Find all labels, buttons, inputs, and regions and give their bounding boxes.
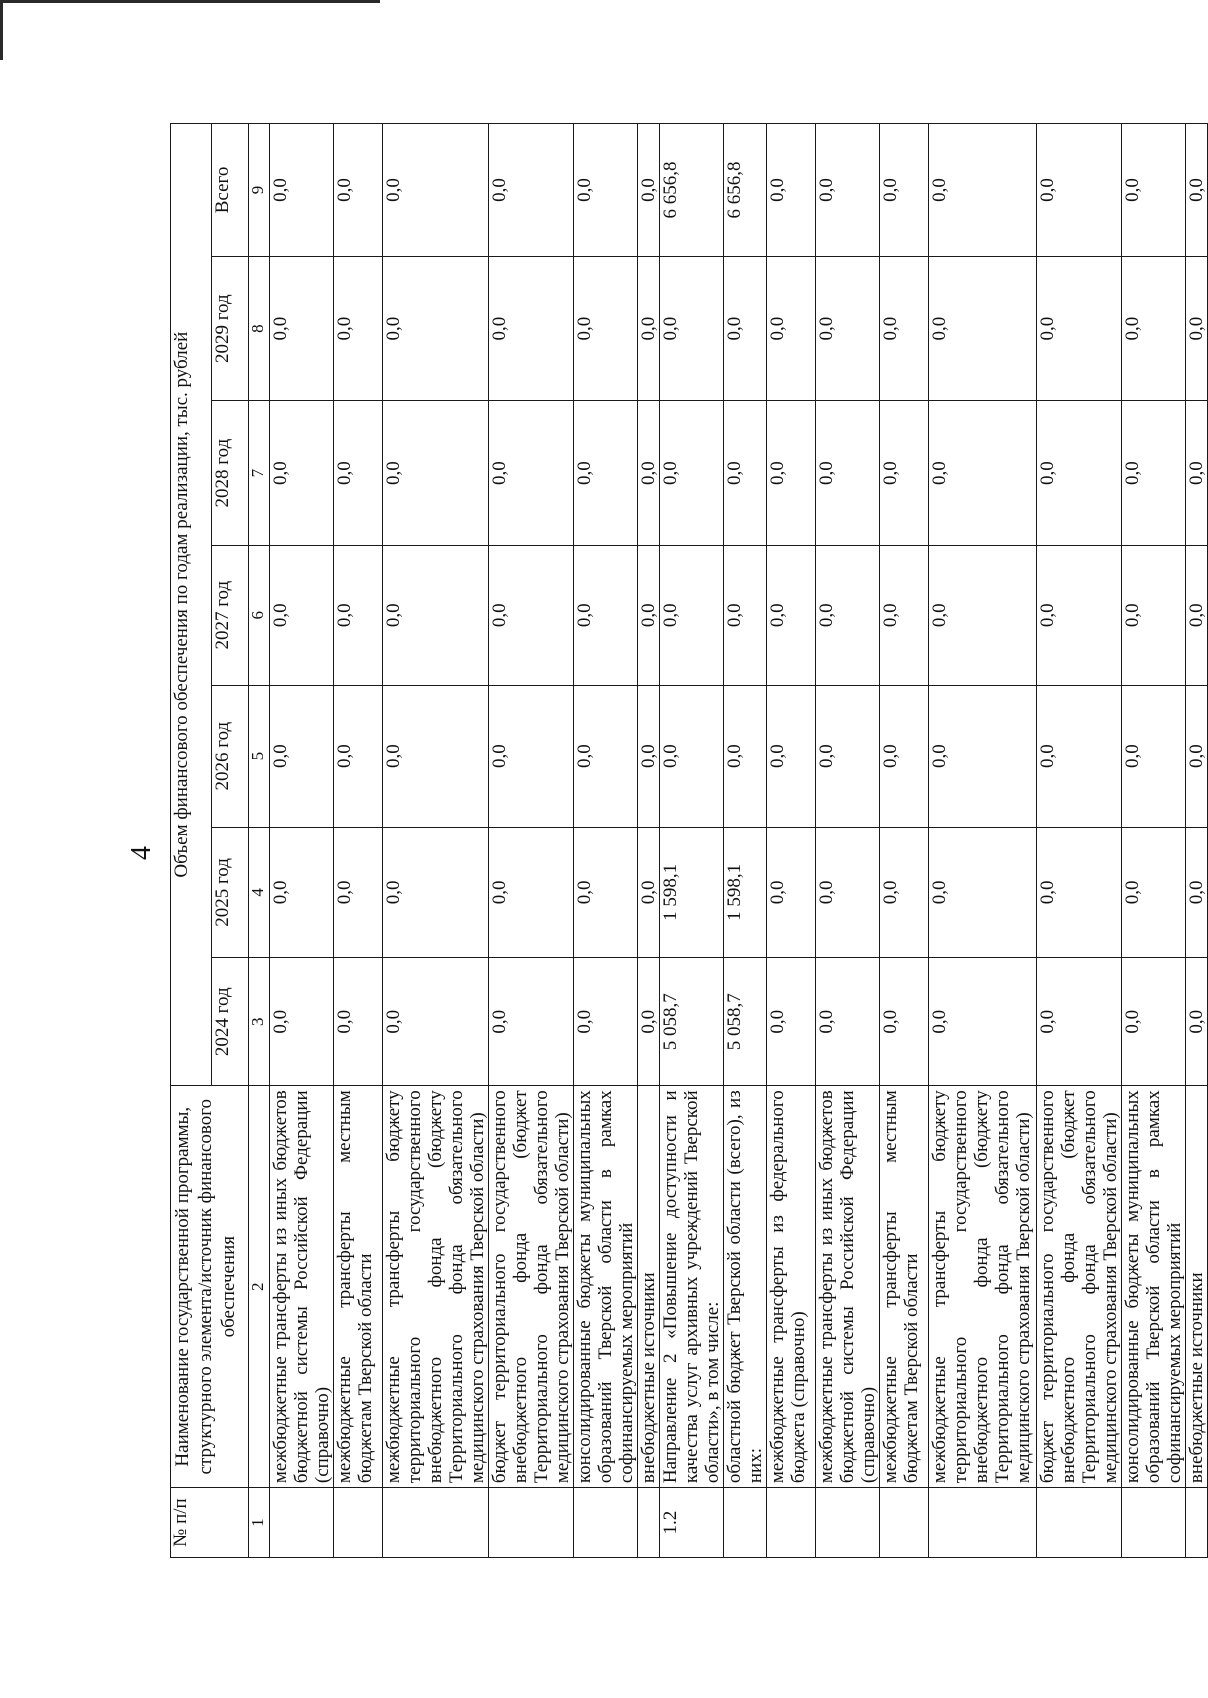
table-row (724, 124, 767, 1558)
row-year-value: 0,0 (880, 256, 929, 400)
column-number: 3 (249, 958, 270, 1086)
table-row (660, 124, 724, 1558)
header-num-col: № п/п (171, 1488, 249, 1558)
row-year-value: 1 598,1 (724, 827, 767, 957)
table-row (880, 124, 929, 1558)
row-total-value: 0,0 (816, 124, 880, 257)
row-year-value: 0,0 (767, 685, 816, 827)
column-number: 8 (249, 256, 270, 400)
row-year-value: 0,0 (816, 401, 880, 545)
row-name: бюджет территориального государственного внебюджетного фонда (бюджет Территориального фонда обязательного медицинского страхования Тверской области) (1037, 1086, 1122, 1488)
row-year-value: 0,0 (1037, 685, 1122, 827)
row-name: внебюджетные источники (1186, 1086, 1208, 1488)
row-total-value: 0,0 (383, 124, 489, 257)
row-year-value: 0,0 (574, 256, 638, 400)
row-total-value: 0,0 (1122, 124, 1186, 257)
row-total-value: 0,0 (489, 124, 574, 257)
row-year-value: 0,0 (383, 685, 489, 827)
page-number: 4 (126, 846, 157, 860)
table-row (1037, 124, 1122, 1558)
column-number-row (249, 124, 270, 1558)
table-row (638, 124, 660, 1558)
row-year-value: 0,0 (334, 545, 383, 685)
row-name: межбюджетные трансферты местным бюджетам Тверской области (334, 1086, 383, 1488)
row-year-value: 0,0 (724, 401, 767, 545)
row-year-value: 0,0 (1122, 958, 1186, 1086)
row-year-value: 0,0 (1122, 545, 1186, 685)
row-year-value: 0,0 (383, 256, 489, 400)
row-year-value: 0,0 (270, 256, 334, 400)
row-year-value: 0,0 (383, 958, 489, 1086)
header-year: 2029 год (212, 256, 249, 400)
row-year-value: 0,0 (660, 545, 724, 685)
row-year-value: 0,0 (767, 256, 816, 400)
row-name: межбюджетные трансферты из федерального бюджета (справочно) (767, 1086, 816, 1488)
row-total-value: 0,0 (1037, 124, 1122, 257)
row-year-value: 0,0 (270, 685, 334, 827)
row-year-value: 0,0 (929, 685, 1037, 827)
row-year-value: 0,0 (334, 827, 383, 957)
row-total-value: 0,0 (1186, 124, 1208, 257)
row-year-value: 0,0 (767, 827, 816, 957)
row-total-value: 6 656,8 (724, 124, 767, 257)
table-row (334, 124, 383, 1558)
row-year-value: 0,0 (638, 256, 660, 400)
header-row-top (171, 124, 212, 1558)
rotated-table-container (170, 123, 1207, 1558)
row-year-value: 0,0 (880, 958, 929, 1086)
row-year-value: 0,0 (1122, 827, 1186, 957)
column-number: 2 (249, 1086, 270, 1488)
row-year-value: 0,0 (1122, 401, 1186, 545)
row-year-value: 0,0 (1186, 958, 1208, 1086)
row-name: межбюджетные трансферты бюджету территориального государственного внебюджетного фонда (бюджету Территориального фонда обязательного медицинского страхования Тверской области) (929, 1086, 1037, 1488)
row-year-value: 0,0 (334, 685, 383, 827)
row-number (574, 1488, 638, 1558)
row-year-value: 0,0 (929, 256, 1037, 400)
row-year-value: 5 058,7 (724, 958, 767, 1086)
row-year-value: 0,0 (638, 685, 660, 827)
scan-edge-left (0, 0, 3, 60)
row-year-value: 0,0 (660, 401, 724, 545)
row-year-value: 0,0 (724, 685, 767, 827)
header-year: 2025 год (212, 827, 249, 957)
header-total: Всего (212, 124, 249, 257)
table-row (383, 124, 489, 1558)
row-year-value: 0,0 (816, 958, 880, 1086)
row-year-value: 0,0 (1037, 545, 1122, 685)
row-year-value: 0,0 (767, 958, 816, 1086)
row-year-value: 0,0 (638, 401, 660, 545)
row-name: консолидированные бюджеты муниципальных образований Тверской области в рамках софинансируемых мероприятий (574, 1086, 638, 1488)
row-year-value: 0,0 (489, 958, 574, 1086)
row-year-value: 0,0 (660, 256, 724, 400)
row-year-value: 0,0 (767, 545, 816, 685)
column-number: 1 (249, 1488, 270, 1558)
row-year-value: 0,0 (816, 545, 880, 685)
row-name: межбюджетные трансферты из иных бюджетов бюджетной системы Российской Федерации (справочно) (816, 1086, 880, 1488)
row-year-value: 0,0 (383, 827, 489, 957)
row-year-value: 0,0 (270, 545, 334, 685)
row-year-value: 0,0 (574, 545, 638, 685)
row-year-value: 0,0 (270, 401, 334, 545)
header-year: 2026 год (212, 685, 249, 827)
row-number (489, 1488, 574, 1558)
row-year-value: 0,0 (638, 545, 660, 685)
row-year-value: 0,0 (816, 827, 880, 957)
row-year-value: 0,0 (574, 958, 638, 1086)
row-number (1037, 1488, 1122, 1558)
table-row (1122, 124, 1186, 1558)
row-name: межбюджетные трансферты местным бюджетам Тверской области (880, 1086, 929, 1488)
row-name: межбюджетные трансферты из иных бюджетов бюджетной системы Российской Федерации (справочно) (270, 1086, 334, 1488)
row-name: внебюджетные источники (638, 1086, 660, 1488)
row-year-value: 0,0 (489, 256, 574, 400)
row-year-value: 0,0 (574, 827, 638, 957)
row-year-value: 0,0 (880, 401, 929, 545)
row-year-value: 0,0 (816, 685, 880, 827)
row-year-value: 0,0 (383, 401, 489, 545)
row-year-value: 0,0 (1186, 685, 1208, 827)
row-year-value: 1 598,1 (660, 827, 724, 957)
row-year-value: 0,0 (574, 401, 638, 545)
row-number (724, 1488, 767, 1558)
header-year: 2024 год (212, 958, 249, 1086)
row-year-value: 0,0 (489, 685, 574, 827)
table-body (270, 124, 1208, 1558)
row-year-value: 0,0 (724, 545, 767, 685)
row-number (270, 1488, 334, 1558)
row-year-value: 0,0 (1122, 685, 1186, 827)
funding-table (170, 123, 1208, 1558)
table-row (1186, 124, 1208, 1558)
table-row (270, 124, 334, 1558)
row-year-value: 0,0 (489, 545, 574, 685)
row-year-value: 0,0 (334, 958, 383, 1086)
row-year-value: 0,0 (880, 827, 929, 957)
row-number: 1.2 (660, 1488, 724, 1558)
row-year-value: 0,0 (334, 401, 383, 545)
row-year-value: 0,0 (1122, 256, 1186, 400)
row-year-value: 0,0 (880, 545, 929, 685)
row-number (1122, 1488, 1186, 1558)
column-number: 7 (249, 401, 270, 545)
row-year-value: 0,0 (638, 827, 660, 957)
row-name: Направление 2 «Повышение доступности и качества услуг архивных учреждений Тверской области», в том числе: (660, 1086, 724, 1488)
table-row (816, 124, 880, 1558)
scan-edge-top (0, 0, 380, 3)
column-number: 6 (249, 545, 270, 685)
table-row (489, 124, 574, 1558)
row-year-value: 0,0 (929, 401, 1037, 545)
row-name: межбюджетные трансферты бюджету территориального государственного внебюджетного фонда (бюджету Территориального фонда обязательного медицинского страхования Тверской области) (383, 1086, 489, 1488)
row-year-value: 0,0 (1186, 401, 1208, 545)
row-number (767, 1488, 816, 1558)
row-number (929, 1488, 1037, 1558)
row-year-value: 5 058,7 (660, 958, 724, 1086)
row-number (334, 1488, 383, 1558)
row-number (1186, 1488, 1208, 1558)
column-number: 4 (249, 827, 270, 957)
row-year-value: 0,0 (489, 401, 574, 545)
row-name: консолидированные бюджеты муниципальных образований Тверской области в рамках софинансируемых мероприятий (1122, 1086, 1186, 1488)
row-year-value: 0,0 (638, 958, 660, 1086)
row-year-value: 0,0 (574, 685, 638, 827)
row-name: областной бюджет Тверской области (всего), из них: (724, 1086, 767, 1488)
header-funding-title: Объем финансового обеспечения по годам реализации, тыс. рублей (171, 124, 212, 1086)
row-number (816, 1488, 880, 1558)
row-total-value: 6 656,8 (660, 124, 724, 257)
row-year-value: 0,0 (1037, 827, 1122, 957)
table-row (574, 124, 638, 1558)
row-number (880, 1488, 929, 1558)
column-number: 9 (249, 124, 270, 257)
row-total-value: 0,0 (574, 124, 638, 257)
row-year-value: 0,0 (270, 827, 334, 957)
row-year-value: 0,0 (383, 545, 489, 685)
row-number (638, 1488, 660, 1558)
row-year-value: 0,0 (489, 827, 574, 957)
row-year-value: 0,0 (1186, 545, 1208, 685)
column-number: 5 (249, 685, 270, 827)
row-total-value: 0,0 (929, 124, 1037, 257)
row-total-value: 0,0 (638, 124, 660, 257)
row-year-value: 0,0 (1037, 256, 1122, 400)
row-year-value: 0,0 (816, 256, 880, 400)
row-name: бюджет территориального государственного внебюджетного фонда (бюджет Территориального фонда обязательного медицинского страхования Тверской области) (489, 1086, 574, 1488)
table-row (929, 124, 1037, 1558)
row-year-value: 0,0 (929, 958, 1037, 1086)
row-total-value: 0,0 (767, 124, 816, 257)
row-total-value: 0,0 (270, 124, 334, 257)
row-year-value: 0,0 (1186, 827, 1208, 957)
header-year: 2027 год (212, 545, 249, 685)
row-year-value: 0,0 (660, 685, 724, 827)
row-total-value: 0,0 (880, 124, 929, 257)
row-year-value: 0,0 (880, 685, 929, 827)
row-total-value: 0,0 (334, 124, 383, 257)
row-year-value: 0,0 (1186, 256, 1208, 400)
row-year-value: 0,0 (270, 958, 334, 1086)
row-year-value: 0,0 (724, 256, 767, 400)
row-number (383, 1488, 489, 1558)
row-year-value: 0,0 (767, 401, 816, 545)
row-year-value: 0,0 (334, 256, 383, 400)
row-year-value: 0,0 (929, 545, 1037, 685)
row-year-value: 0,0 (1037, 401, 1122, 545)
table-row (767, 124, 816, 1558)
row-year-value: 0,0 (929, 827, 1037, 957)
row-year-value: 0,0 (1037, 958, 1122, 1086)
header-year: 2028 год (212, 401, 249, 545)
header-name-col: Наименование государственной программы, структурного элемента/источник финансового обеспечения (171, 1086, 249, 1488)
